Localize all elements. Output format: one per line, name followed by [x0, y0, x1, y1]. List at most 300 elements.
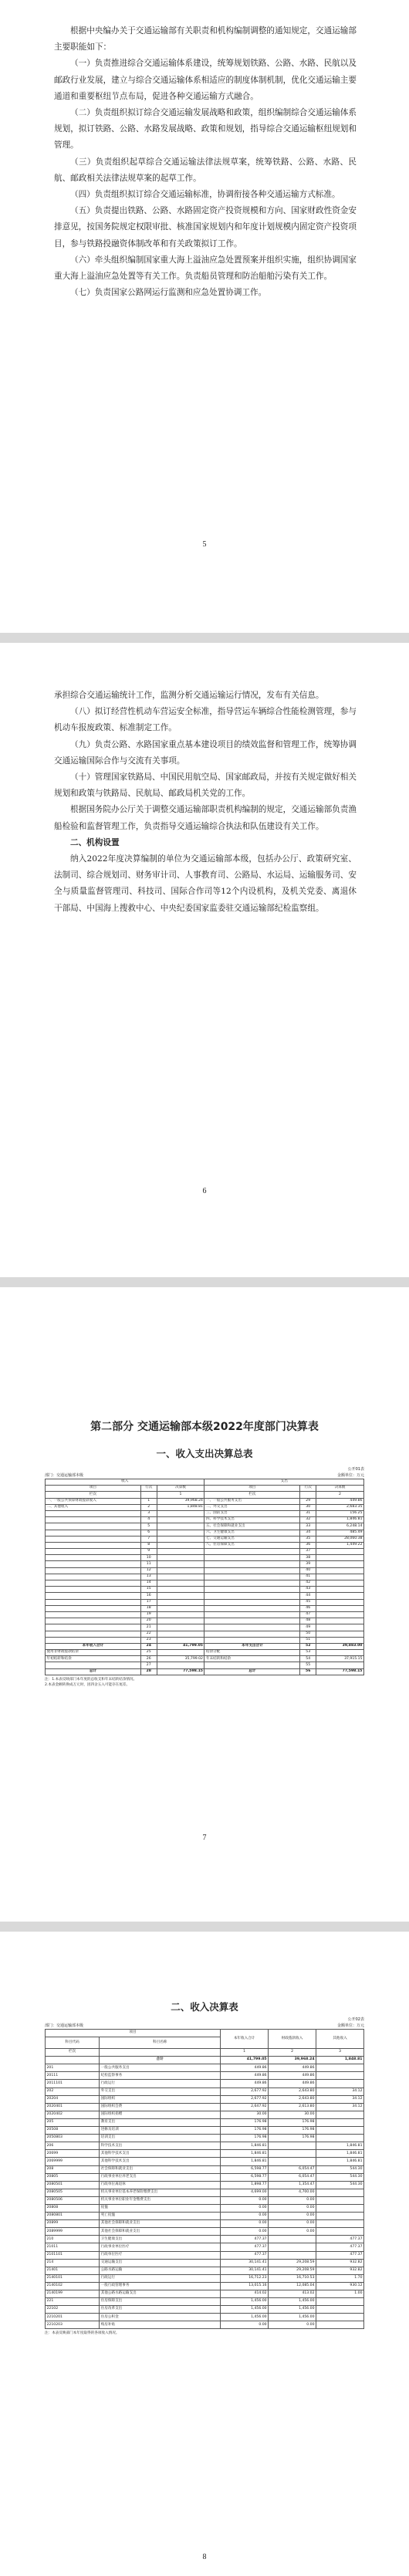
table-cell: 477.37	[221, 2243, 269, 2251]
table-cell: 机关事业单位职业年金缴费支出	[100, 2196, 221, 2204]
table-cell	[204, 1605, 300, 1611]
table-cell: 13	[140, 1574, 157, 1580]
table-cell: 1,846.81	[316, 2158, 364, 2165]
table-cell: 2020402	[46, 2111, 100, 2118]
table-cell	[46, 1517, 141, 1523]
table-cell: 科学技术支出	[100, 2142, 221, 2150]
table-cell	[46, 1611, 141, 1618]
table-cell	[316, 2298, 364, 2306]
table-cell: 34.12	[316, 2088, 364, 2095]
table-cell: 30.00	[221, 2111, 269, 2118]
table-cell: 总计	[46, 1668, 141, 1675]
section-heading: 二、机构设置	[70, 837, 120, 847]
table-cell: 行政运行	[100, 2274, 221, 2282]
note-line: 注：1.本表反映部门本年度的总收支和年末结转结余情况。	[45, 1677, 137, 1682]
table-cell: 413.02	[269, 2290, 316, 2298]
table-cell: 21	[140, 1624, 157, 1631]
table-cell: 住房保障支出	[100, 2298, 221, 2306]
table-cell: 20808	[46, 2204, 100, 2212]
income-header: 收入	[46, 1479, 204, 1486]
table-cell: 20	[140, 1618, 157, 1624]
table-cell	[157, 1599, 204, 1605]
table-row	[46, 2196, 364, 2204]
table-cell	[316, 1593, 364, 1599]
paragraph: （六）牵头组织编制国家重大海上溢油应急处置预案并组织实施，组织协调国家重大海上溢油应急处置等有关工作。负责船员管理和防治船舶污染有关工作。	[54, 255, 357, 282]
table-cell	[46, 1637, 141, 1643]
table-cell	[316, 2314, 364, 2321]
table-cell	[157, 1574, 204, 1580]
table-row	[46, 2251, 364, 2259]
table-cell	[46, 1567, 141, 1574]
part-title: 第二部分 交通运输部本级2022年度部门决算表	[90, 1421, 319, 1433]
table-cell: 6,598.77	[221, 2165, 269, 2173]
table-cell	[269, 2150, 316, 2158]
table-row	[46, 1536, 364, 1542]
table-cell: 37,915.15	[316, 1656, 364, 1662]
paragraph: （十）管理国家铁路局、中国民用航空局、国家邮政局，并按有关规定做好相关规划和政策与铁路局、民航局、邮政局机关党的工作。	[54, 772, 357, 799]
table-cell: 1,846.81	[221, 2158, 269, 2165]
col-fiscal: 财政拨款收入	[269, 2030, 316, 2049]
table-cell: 41	[300, 1574, 316, 1580]
table-notes	[45, 2331, 364, 2336]
table-cell: 932.82	[316, 2267, 364, 2274]
table-cell	[46, 1574, 141, 1580]
table-cell	[316, 1611, 364, 1618]
table-cell: 21011	[46, 2243, 100, 2251]
table-cell	[157, 1618, 204, 1624]
table-cell: 1,456.00	[269, 2306, 316, 2314]
table-cell: 2210203	[46, 2321, 100, 2329]
table-cell: 37	[300, 1549, 316, 1555]
paragraph: 根据中央编办关于交通运输部有关职责和机构编制调整的通知规定，交通运输部主要职能如下：	[54, 26, 357, 52]
table-cell: 2	[140, 1504, 157, 1510]
table-row	[46, 1662, 364, 1668]
table-cell: 47	[300, 1611, 316, 1618]
table-cell	[316, 1555, 364, 1561]
table-cell: 22102	[46, 2306, 100, 2314]
table-cell: 年末结转和结余	[204, 1656, 300, 1662]
table-cell: 7	[140, 1536, 157, 1542]
table-row	[46, 1643, 364, 1649]
table-cell: 544.30	[316, 2165, 364, 2173]
table-cell	[157, 1587, 204, 1593]
table-cell: 0.00	[221, 2196, 269, 2204]
table-cell	[300, 1492, 316, 1498]
table-cell	[157, 1593, 204, 1599]
table-cell: 41,799.05	[157, 1643, 204, 1649]
table-row	[46, 2259, 364, 2267]
table-cell: 544.30	[316, 2173, 364, 2181]
table-cell	[157, 1549, 204, 1555]
table-cell	[140, 1492, 157, 1498]
table-cell	[46, 1587, 141, 1593]
table-cell: 1,456.00	[269, 2298, 316, 2306]
col-amount: 决算数	[157, 1486, 204, 1492]
table-cell	[204, 1549, 300, 1555]
table-cell: 3	[316, 2049, 364, 2057]
table-cell: 进修及培训	[100, 2127, 221, 2135]
table-cell: 36	[300, 1542, 316, 1548]
table-cell: 0.00	[221, 2213, 269, 2220]
paragraph: 承担综合交通运输统计工作，监测分析交通运输运行情况，发布有关信息。	[54, 691, 324, 700]
table-cell: 42	[300, 1580, 316, 1587]
table-cell: 39,968.24	[157, 1498, 204, 1504]
table-cell: 156.25	[316, 1510, 364, 1516]
department-label: 部门：交通运输部本级	[45, 2023, 84, 2028]
table-cell: 1	[157, 1492, 204, 1498]
paragraph: （四）负责组织拟订综合交通运输标准，协调衔接各种交通运输方式标准。	[70, 190, 340, 200]
table-cell: 16	[140, 1593, 157, 1599]
table-cell: 2,613.80	[269, 2103, 316, 2111]
table-cell: 4	[140, 1517, 157, 1523]
col-item: 项目	[46, 1486, 141, 1492]
table-cell: 4,700.00	[269, 2189, 316, 2196]
table-cell: 总计	[204, 1668, 300, 1675]
paragraph: （二）负责组织拟订综合交通运输发展战略和政策，组织编制综合交通运输体系规划，拟订铁路、公路、水路发展战略、政策和规划，指导综合交通运输枢纽规划和管理。	[54, 108, 357, 150]
table-cell: 12,085.04	[269, 2282, 316, 2290]
page-number: 8	[202, 2553, 207, 2561]
income-detail-table	[45, 2029, 364, 2329]
table-cell: 6,054.47	[269, 2173, 316, 2181]
table-cell: 477.37	[316, 2243, 364, 2251]
amount-unit: 金额单位：万元	[336, 2023, 364, 2028]
table-cell: 35	[300, 1536, 316, 1542]
table-cell	[204, 1662, 300, 1668]
table-row	[46, 1504, 364, 1510]
table-cell	[316, 1631, 364, 1637]
table-row	[46, 2142, 364, 2150]
table-cell: 2	[316, 1492, 364, 1498]
table-cell: 206	[46, 2142, 100, 2150]
table-cell: 交通运输支出	[100, 2259, 221, 2267]
document-page-5	[0, 0, 409, 633]
table-cell: 2069999	[46, 2158, 100, 2165]
table-cell: 201	[46, 2064, 100, 2072]
table-cell	[46, 1605, 141, 1611]
table-cell: 932.82	[316, 2259, 364, 2267]
table-cell: 0.00	[269, 2196, 316, 2204]
table-cell: 1,449.22	[316, 1542, 364, 1548]
col-other: 其他收入	[316, 2030, 364, 2049]
table-row	[46, 2204, 364, 2212]
paragraph: （一）负责推进综合交通运输体系建设，统筹规划铁路、公路、水路、民航以及邮政行业发展，建立与综合交通运输体系相适应的制度体制机制，优化交通运输主要通道和重要枢纽节点布局，促进各种交通运输方式融合。	[54, 59, 357, 101]
table-cell: 0.00	[269, 2213, 316, 2220]
table-row	[46, 2158, 364, 2165]
table-cell	[157, 1567, 204, 1574]
table-cell	[316, 1574, 364, 1580]
table-cell	[316, 2111, 364, 2118]
table-cell: 20805	[46, 2173, 100, 2181]
table-cell: 34.12	[316, 2103, 364, 2111]
table-cell: 1,846.81	[221, 2142, 269, 2150]
table-cell: 5	[140, 1523, 157, 1530]
table-cell: 公路水路运输	[100, 2267, 221, 2274]
table-cell: 行政事业单位养老支出	[100, 2173, 221, 2181]
table-cell: 449.86	[269, 2064, 316, 2072]
table-row	[46, 1567, 364, 1574]
table-row	[46, 1605, 364, 1611]
paragraph: （九）负责公路、水路国家重点基本建设项目的绩效监督和管理工作，统筹协调交通运输国际合作与交流有关事项。	[54, 739, 357, 766]
table-cell	[269, 2236, 316, 2243]
table-cell: 2,643.80	[269, 2088, 316, 2095]
table-row	[46, 2103, 364, 2111]
table-cell	[316, 2080, 364, 2088]
table-row	[46, 2220, 364, 2228]
table-meta	[45, 2017, 364, 2023]
table-cell: 477.37	[316, 2251, 364, 2259]
table-cell: 221	[46, 2298, 100, 2306]
table-cell: 39	[300, 1561, 316, 1567]
table-cell: 6,054.47	[269, 2165, 316, 2173]
table-row	[46, 1624, 364, 1631]
table-cell	[269, 2251, 316, 2259]
table-cell: 39,883.00	[316, 1643, 364, 1649]
table-cell: 国际组织	[100, 2095, 221, 2103]
table-row	[46, 2111, 364, 2118]
table-row	[46, 2057, 364, 2064]
table-cell: 30,141.41	[221, 2259, 269, 2267]
section-title: 一、收入支出决算总表	[156, 1448, 253, 1459]
table-cell: 1,846.81	[316, 2142, 364, 2150]
table-cell: 930.12	[316, 2282, 364, 2290]
table-cell: 176.98	[221, 2135, 269, 2142]
table-cell: 20204	[46, 2095, 100, 2103]
table-cell	[204, 1561, 300, 1567]
table-cell	[46, 1549, 141, 1555]
table-cell: 2,647.92	[221, 2103, 269, 2111]
table-cell: 一、一般公共预算财政拨款收入	[46, 1498, 141, 1504]
table-cell	[316, 2072, 364, 2080]
table-cell	[157, 1580, 204, 1587]
table-cell: 2140199	[46, 2290, 100, 2298]
table-cell: 其他科学技术支出	[100, 2150, 221, 2158]
table-row	[46, 1593, 364, 1599]
expense-header: 支出	[204, 1479, 364, 1486]
table-row	[46, 1668, 364, 1675]
table-cell: 31	[300, 1510, 316, 1516]
paragraph: 根据国务院办公厅关于调整交通运输部职责机构编制的规定，交通运输部负责渔船检验和监督管理工作，负责指导交通运输综合执法和队伍建设有关工作。	[54, 805, 357, 831]
table-cell: 214	[46, 2259, 100, 2267]
table-meta	[45, 1466, 364, 1472]
table-cell	[46, 1631, 141, 1637]
table-row	[46, 2236, 364, 2243]
document-page-8	[0, 1932, 409, 2576]
table-cell: 205	[46, 2118, 100, 2126]
page-number: 7	[202, 1834, 207, 1842]
table-cell: 1,354.47	[269, 2181, 316, 2189]
table-cell: 53	[300, 1650, 316, 1656]
table-cell	[316, 2306, 364, 2314]
table-cell: 25	[140, 1650, 157, 1656]
table-cell	[46, 1561, 141, 1567]
form-code: 公开01表	[347, 1467, 364, 1472]
table-cell: 年初结转和结余	[46, 1656, 141, 1662]
table-meta	[45, 1472, 364, 1479]
table-cell: 449.86	[221, 2064, 269, 2072]
table-cell: 35,799.02	[157, 1656, 204, 1662]
table-cell: 13,015.16	[221, 2282, 269, 2290]
table-cell	[46, 1530, 141, 1536]
table-row	[46, 2135, 364, 2142]
table-cell: 一、一般公共服务支出	[204, 1498, 300, 1504]
table-cell: 住房公积金	[100, 2314, 221, 2321]
table-cell: 43	[300, 1587, 316, 1593]
table-cell	[204, 1618, 300, 1624]
table-cell: 477.37	[221, 2251, 269, 2259]
table-cell: 39,968.24	[269, 2057, 316, 2064]
table-cell: 48	[300, 1618, 316, 1624]
table-cell: 外交支出	[100, 2088, 221, 2095]
table-cell: 本年收入合计	[46, 1643, 141, 1649]
table-cell: 33	[300, 1523, 316, 1530]
table-cell: 44	[300, 1593, 316, 1599]
table-cell	[316, 2204, 364, 2212]
table-cell: 2020401	[46, 2103, 100, 2111]
table-cell: 住房改革支出	[100, 2306, 221, 2314]
table-cell: 208	[46, 2165, 100, 2173]
table-row	[46, 1618, 364, 1624]
table-cell: 50	[300, 1631, 316, 1637]
table-cell: 449.86	[316, 1498, 364, 1504]
table-cell	[46, 1662, 141, 1668]
table-cell: 40	[300, 1567, 316, 1574]
table-cell	[316, 2118, 364, 2126]
table-cell: 纪检监察事务	[100, 2072, 221, 2080]
table-cell	[204, 1624, 300, 1631]
table-row	[46, 1587, 364, 1593]
table-cell	[157, 1561, 204, 1567]
table-cell: 1.00	[316, 2290, 364, 2298]
document-page-6	[0, 643, 409, 1277]
col-name: 科目名称	[100, 2037, 221, 2049]
table-cell	[316, 1637, 364, 1643]
table-cell: 22	[140, 1631, 157, 1637]
column-index-row	[46, 2049, 364, 2057]
table-cell: 教育支出	[100, 2118, 221, 2126]
table-cell	[46, 1593, 141, 1599]
table-cell: 51	[300, 1637, 316, 1643]
table-row	[46, 2150, 364, 2158]
table-cell: 2,643.80	[269, 2095, 316, 2103]
table-cell	[316, 1549, 364, 1555]
table-cell	[269, 2158, 316, 2165]
table-cell: 449.86	[269, 2072, 316, 2080]
table-cell: 15	[140, 1587, 157, 1593]
form-code: 公开02表	[347, 2017, 364, 2022]
table-row	[46, 1611, 364, 1618]
col-row: 行次	[140, 1486, 157, 1492]
table-cell: 176.98	[221, 2127, 269, 2135]
table-row	[46, 2189, 364, 2196]
table-cell	[204, 1555, 300, 1561]
table-cell: 6,248.14	[316, 1523, 364, 1530]
table-cell: 449.86	[269, 2080, 316, 2088]
table-cell: 0.00	[269, 2204, 316, 2212]
table-cell: 20899	[46, 2220, 100, 2228]
note-line: 注：本表反映部门本年度取得的各项收入情况。	[45, 2331, 120, 2336]
table-cell: 28	[140, 1668, 157, 1675]
table-row	[46, 2306, 364, 2314]
table-cell: 2080506	[46, 2196, 100, 2204]
table-cell: 使用非财政拨款结余	[46, 1650, 141, 1656]
table-cell	[157, 1650, 204, 1656]
table-cell: 二、其他收入	[46, 1504, 141, 1510]
table-cell	[316, 2127, 364, 2135]
table-cell: 12	[140, 1567, 157, 1574]
table-cell: 45	[300, 1599, 316, 1605]
table-cell: 其他社会保障和就业支出	[100, 2220, 221, 2228]
table-cell: 52	[300, 1643, 316, 1649]
table-cell: 17	[140, 1599, 157, 1605]
table-cell: 56	[300, 1668, 316, 1675]
table-cell	[46, 1510, 141, 1516]
table-cell: 20699	[46, 2150, 100, 2158]
table-cell: 四、科学技术支出	[204, 1517, 300, 1523]
table-meta	[45, 2023, 364, 2029]
table-cell: 购房补贴	[100, 2321, 221, 2329]
table-row	[46, 1561, 364, 1567]
table-cell: 栏次	[46, 1492, 141, 1498]
paragraph: 纳入2022年度决算编制的单位为交通运输部本级，包括办公厅、政策研究室、法制司、综合规划司、财务审计司、人事教育司、公路局、水运局、运输服务司、安全与质量监督管理司、科技司、国际合作司等12个内设机构，及机关党委、离退休干部局、中国海上搜救中心、中央纪委国家监委驻交通运输部纪检监察组。	[54, 854, 357, 913]
col-total: 本年收入合计	[221, 2030, 269, 2049]
table-row	[46, 2243, 364, 2251]
table-cell: 1,456.00	[221, 2314, 269, 2321]
table-cell: 2080801	[46, 2213, 100, 2220]
table-cell: 2080501	[46, 2181, 100, 2189]
table-cell: 二、外交支出	[204, 1504, 300, 1510]
table-cell: 4,699.00	[221, 2189, 269, 2196]
table-cell: 11	[140, 1561, 157, 1567]
table-cell: 30,141.41	[221, 2267, 269, 2274]
table-cell: 176.98	[269, 2118, 316, 2126]
table-row	[46, 1631, 364, 1637]
table-cell: 栏次	[46, 2049, 100, 2057]
table-cell: 其他社会保障和就业支出	[100, 2228, 221, 2236]
table-cell: 2140101	[46, 2274, 100, 2282]
table-row	[46, 2064, 364, 2072]
table-cell: 77,598.15	[316, 1668, 364, 1675]
table-cell: 七、交通运输支出	[204, 1536, 300, 1542]
department-label: 部门：交通运输部本级	[45, 1473, 84, 1478]
table-row	[46, 1599, 364, 1605]
table-row	[46, 2228, 364, 2236]
table-row	[46, 1498, 364, 1504]
table-cell: 1,846.81	[316, 1517, 364, 1523]
table-row	[46, 1574, 364, 1580]
table-cell	[204, 1631, 300, 1637]
table-cell	[46, 1542, 141, 1548]
amount-unit: 金额单位：万元	[336, 1473, 364, 1478]
table-cell	[46, 1523, 141, 1530]
summary-table	[45, 1479, 364, 1675]
table-cell	[204, 1599, 300, 1605]
table-row	[46, 2072, 364, 2080]
table-cell	[157, 1536, 204, 1542]
table-cell: 栏次	[204, 1492, 300, 1498]
table-cell: 行政单位离退休	[100, 2181, 221, 2189]
table-row	[46, 2173, 364, 2181]
table-row	[46, 2181, 364, 2189]
table-row	[46, 1549, 364, 1555]
table-row	[46, 2080, 364, 2088]
table-cell: 卫生健康支出	[100, 2236, 221, 2243]
table-cell	[46, 1555, 141, 1561]
table-cell: 8	[140, 1542, 157, 1548]
table-cell: 6	[140, 1530, 157, 1536]
paragraph: （七）负责国家公路网运行监测和应急处置协调工作。	[70, 288, 267, 298]
table-row	[46, 2118, 364, 2126]
table-row	[46, 1510, 364, 1516]
